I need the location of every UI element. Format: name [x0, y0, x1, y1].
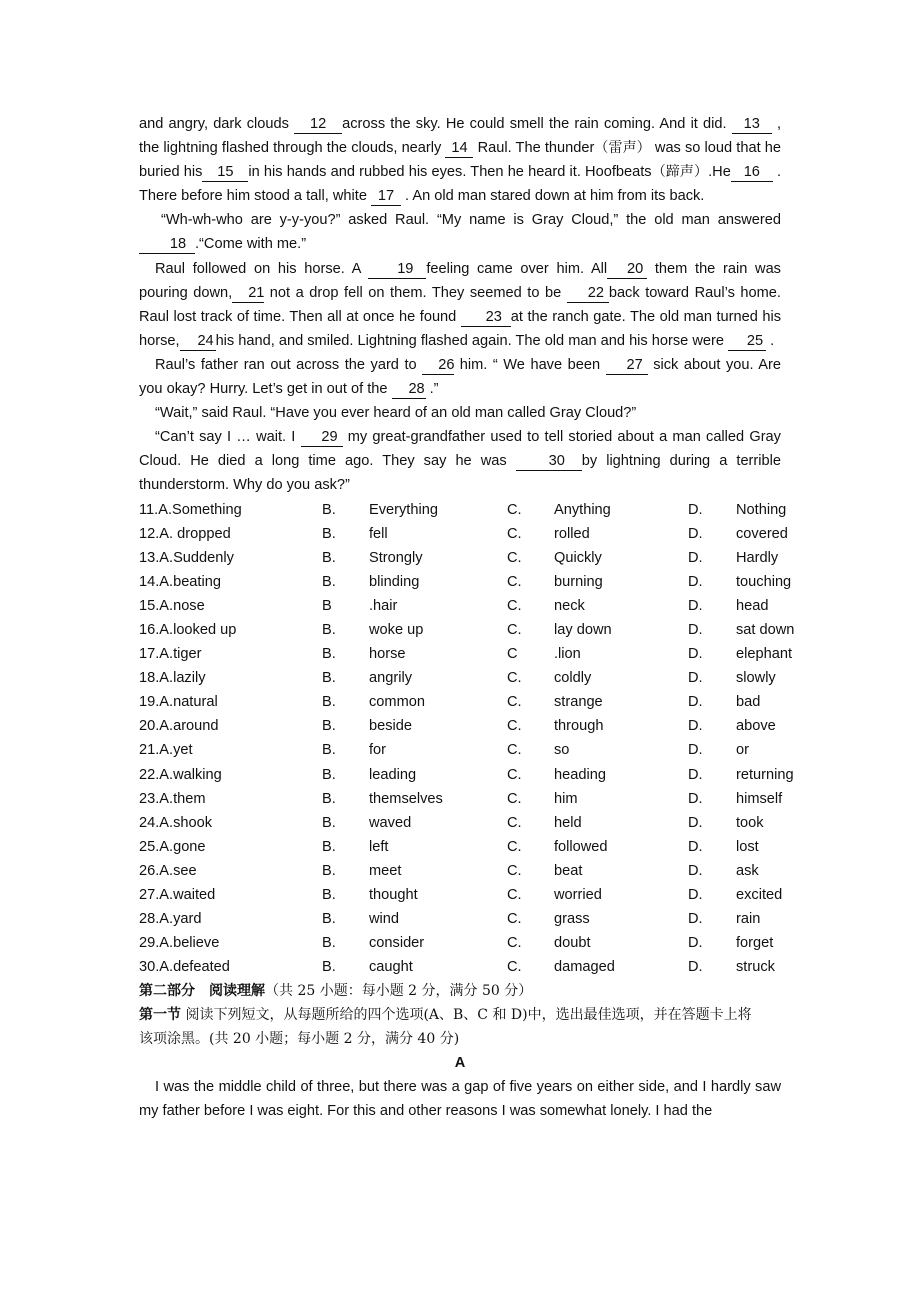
option-b-label: B.	[322, 573, 336, 590]
option-b: .hair	[369, 597, 398, 614]
option-d: bad	[736, 694, 761, 711]
option-b-label: B.	[322, 887, 336, 903]
option-c: neck	[554, 597, 585, 614]
text: by lightning during a terrible thunderstorm. Why do you ask?”	[139, 453, 781, 494]
blank-19: 19	[368, 261, 426, 279]
blank-26: 26	[422, 357, 454, 375]
option-b: waved	[369, 814, 412, 831]
option-a: 21.A.yet	[139, 742, 193, 759]
passage-paragraph-1	[139, 112, 781, 208]
option-d-label: D.	[688, 766, 703, 783]
option-b-label: B.	[322, 670, 336, 687]
option-c: doubt	[554, 935, 591, 952]
option-d: excited	[736, 887, 783, 903]
option-b: wind	[369, 911, 400, 928]
option-d-label: D.	[688, 959, 703, 976]
text: was so loud that he buried his	[139, 140, 781, 181]
section-2-heading	[139, 979, 781, 1003]
option-b: themselves	[369, 790, 443, 807]
text: his hand, and smiled. Lightning flashed again. The old man and his horse were	[215, 332, 729, 349]
option-d-label: D.	[688, 742, 703, 759]
option-b: leading	[369, 766, 417, 783]
option-a: 27.A.waited	[139, 887, 216, 903]
blank-30: 30	[516, 453, 582, 471]
option-row	[139, 594, 781, 618]
option-row	[139, 522, 788, 546]
option-b-label: B.	[322, 525, 336, 542]
option-c-label: C.	[507, 766, 522, 783]
text: and angry, dark clouds	[139, 116, 295, 132]
section-instructions	[139, 1003, 757, 1051]
option-b-label: B.	[322, 501, 336, 518]
option-c: .lion	[554, 646, 581, 663]
section-title: 第二部分 阅读理解	[139, 983, 265, 1000]
option-a: 16.A.looked up	[139, 621, 237, 638]
option-b: blinding	[369, 573, 420, 590]
option-b: thought	[369, 887, 418, 903]
option-c-label: C.	[507, 742, 522, 759]
option-c-label: C.	[507, 935, 522, 952]
option-row	[139, 498, 787, 522]
option-row	[139, 835, 781, 859]
option-c-label: C.	[507, 959, 522, 976]
option-d-label: D.	[688, 887, 703, 903]
option-d: struck	[736, 959, 775, 976]
blank-29: 29	[301, 429, 343, 447]
option-a: 13.A.Suddenly	[139, 549, 234, 566]
option-b-label: B.	[322, 549, 336, 566]
option-b: beside	[369, 718, 413, 735]
option-d-label: D.	[688, 911, 703, 928]
option-d: lost	[736, 838, 759, 855]
option-d: himself	[736, 790, 783, 807]
passage-paragraph-5	[139, 401, 781, 425]
option-d: head	[736, 597, 769, 614]
option-a: 20.A.around	[139, 718, 219, 735]
option-a: 11.A.Something	[139, 501, 242, 518]
option-d-label: D.	[688, 501, 703, 518]
passage-label: A	[454, 1055, 466, 1072]
gloss-thunder: （雷声）	[594, 140, 651, 157]
option-a: 17.A.tiger	[139, 646, 202, 663]
option-b: common	[369, 694, 425, 711]
option-d-label: D.	[688, 573, 703, 590]
option-row	[139, 642, 792, 666]
text: “Wh-wh-who are y-y-you?” asked Raul. “My name is Gray Cloud,” the old man answered	[161, 212, 781, 229]
text: Raul followed on his horse. A	[155, 260, 369, 277]
option-a: 18.A.lazily	[139, 670, 206, 687]
option-c-label: C.	[507, 790, 522, 807]
option-d-label: D.	[688, 549, 703, 566]
option-d-label: D.	[688, 597, 703, 614]
option-row	[139, 883, 781, 907]
option-row	[139, 666, 781, 690]
option-d: took	[736, 814, 764, 831]
text: at the ranch gate. The old man turned his horse,	[139, 308, 781, 349]
text: “Wait,” said Raul. “Have you ever heard of an old man called Gray Cloud?”	[155, 405, 637, 422]
option-row	[139, 859, 781, 883]
option-d: covered	[736, 525, 788, 542]
option-c-label: C.	[507, 887, 522, 903]
option-b: consider	[369, 935, 425, 952]
option-c-label: C	[507, 646, 518, 663]
option-d: Hardly	[736, 549, 779, 566]
text: .	[766, 332, 775, 349]
blank-16: 16	[731, 164, 773, 182]
passage-paragraph-6	[139, 425, 781, 497]
text: sick about you. Are you okay? Hurry. Let’s get in out of the	[139, 356, 781, 398]
blank-13: 13	[732, 116, 772, 134]
option-b: fell	[369, 525, 388, 542]
option-row	[139, 546, 781, 570]
option-a: 15.A.nose	[139, 597, 205, 614]
blank-17: 17	[371, 188, 401, 206]
blank-23: 23	[461, 309, 511, 327]
option-b-label: B.	[322, 838, 336, 855]
option-b-label: B.	[322, 959, 336, 976]
option-c-label: C.	[507, 621, 522, 638]
option-b-label: B.	[322, 935, 336, 952]
option-c: so	[554, 742, 570, 759]
option-d: rain	[736, 911, 761, 928]
option-c: Quickly	[554, 549, 602, 566]
option-c: lay down	[554, 621, 612, 638]
option-a: 22.A.walking	[139, 766, 222, 783]
option-d-label: D.	[688, 862, 703, 879]
text: . An old man stared down at him from its back.	[401, 188, 705, 205]
option-b: Strongly	[369, 549, 423, 566]
option-d: elephant	[736, 646, 792, 663]
text: feeling came over him. All	[426, 260, 608, 277]
option-row	[139, 763, 794, 787]
text: Raul’s father ran out across the yard to	[155, 356, 423, 373]
document-page	[139, 112, 795, 1124]
option-c: Anything	[554, 501, 611, 518]
option-b-label: B.	[322, 766, 336, 783]
text: him. “ We have been	[454, 356, 606, 373]
option-d: Nothing	[736, 501, 787, 518]
blank-12: 12	[294, 116, 342, 134]
option-b: left	[369, 838, 389, 855]
option-c-label: C.	[507, 525, 522, 542]
option-a: 29.A.believe	[139, 935, 220, 952]
option-row	[139, 931, 781, 955]
option-b-label: B.	[322, 862, 336, 879]
option-d-label: D.	[688, 525, 703, 542]
option-a: 30.A.defeated	[139, 959, 230, 976]
option-b-label: B.	[322, 790, 336, 807]
option-d: returning	[736, 766, 794, 783]
option-c: worried	[554, 887, 602, 903]
option-a: 24.A.shook	[139, 814, 213, 831]
option-c: through	[554, 718, 604, 735]
option-a: 14.A.beating	[139, 573, 221, 590]
section-scoring: （共 25 小题：每小题 2 分，满分 50 分）	[265, 983, 533, 1000]
blank-22: 22	[567, 285, 609, 303]
blank-21: 21	[232, 285, 264, 303]
option-c: him	[554, 790, 578, 807]
option-row	[139, 955, 781, 979]
option-b-label: B.	[322, 646, 336, 663]
option-c-label: C.	[507, 694, 522, 711]
option-c: coldly	[554, 670, 592, 687]
text: , the lightning flashed through the clouds, nearly	[139, 116, 782, 157]
text: . There before him stood a tall, white	[139, 164, 782, 205]
option-c-label: C.	[507, 814, 522, 831]
option-a: 26.A.see	[139, 862, 197, 879]
option-c: burning	[554, 573, 603, 590]
option-d: slowly	[736, 670, 776, 687]
option-b: horse	[369, 646, 406, 663]
option-d: ask	[736, 862, 759, 879]
option-d-label: D.	[688, 670, 703, 687]
passage-paragraph-4	[139, 353, 781, 401]
option-b: Everything	[369, 501, 438, 518]
blank-18: 18	[139, 236, 195, 254]
option-c-label: C.	[507, 597, 522, 614]
option-row	[139, 690, 781, 714]
blank-28: 28	[392, 381, 426, 399]
option-b-label: B.	[322, 911, 336, 928]
option-c-label: C.	[507, 670, 522, 687]
option-b-label: B.	[322, 814, 336, 831]
blank-24: 24	[180, 333, 216, 351]
option-c-label: C.	[507, 911, 522, 928]
option-c: rolled	[554, 525, 590, 542]
subsection-title: 第一节	[139, 1007, 181, 1024]
option-d-label: D.	[688, 694, 703, 711]
option-b-label: B.	[322, 718, 336, 735]
passage-paragraph-3	[139, 257, 781, 353]
text: “Can’t say I … wait. I	[155, 429, 301, 446]
option-d-label: D.	[688, 621, 703, 638]
option-d: above	[736, 718, 776, 735]
option-a: 25.A.gone	[139, 838, 206, 855]
instructions-text: 阅读下列短文，从每题所给的四个选项(A、B、C 和 D)中，选出最佳选项，并在答题卡上将该项涂黑。(共 20 小题；每小题 2 分，满分 40 分)	[139, 1007, 752, 1048]
option-a: 28.A.yard	[139, 911, 202, 928]
option-b: meet	[369, 862, 402, 879]
option-b-label: B.	[322, 742, 336, 759]
text: .”	[425, 381, 439, 398]
option-d-label: D.	[688, 718, 703, 735]
option-a: 23.A.them	[139, 790, 206, 807]
option-d-label: D.	[688, 838, 703, 855]
option-b: for	[369, 742, 387, 759]
option-row	[139, 787, 781, 811]
blank-27: 27	[606, 357, 648, 375]
text: across the sky. He could smell the rain coming. And it did.	[342, 116, 732, 132]
option-c: strange	[554, 694, 603, 711]
option-row	[139, 618, 795, 642]
option-d: sat down	[736, 621, 795, 638]
option-c-label: C.	[507, 573, 522, 590]
option-d-label: D.	[688, 790, 703, 807]
option-row	[139, 738, 781, 762]
option-row	[139, 570, 792, 594]
blank-15: 15	[202, 164, 248, 182]
text: my great-grandfather used to tell storied about a man called Gray Cloud. He died a long time ago. They say he was	[139, 429, 781, 470]
option-d: touching	[736, 573, 792, 590]
blank-20: 20	[607, 261, 647, 279]
passage-paragraph-2	[139, 208, 781, 256]
option-row	[139, 714, 781, 738]
option-b: angrily	[369, 670, 412, 687]
option-c: damaged	[554, 959, 615, 976]
option-c: grass	[554, 911, 590, 928]
option-c: held	[554, 814, 582, 831]
option-c: followed	[554, 838, 608, 855]
text: .“Come with me.”	[195, 236, 307, 253]
option-b-label: B.	[322, 621, 336, 638]
answer-options-list	[139, 498, 795, 980]
option-row	[139, 907, 781, 931]
blank-14: 14	[445, 140, 473, 158]
option-c: heading	[554, 766, 606, 783]
text: .He	[708, 164, 731, 181]
option-b: woke up	[369, 621, 424, 638]
option-a: 19.A.natural	[139, 694, 218, 711]
option-c-label: C.	[507, 549, 522, 566]
option-d: or	[736, 742, 749, 759]
option-a: 12.A. dropped	[139, 525, 231, 542]
option-d: forget	[736, 935, 774, 952]
option-c: beat	[554, 862, 583, 879]
gloss-hoofbeats: （蹄声）	[651, 164, 709, 181]
option-b-label: B.	[322, 694, 336, 711]
option-b-label: B	[322, 597, 332, 614]
option-c-label: C.	[507, 838, 522, 855]
option-d-label: D.	[688, 646, 703, 663]
option-row	[139, 811, 781, 835]
blank-25: 25	[728, 333, 766, 351]
option-d-label: D.	[688, 814, 703, 831]
option-b: caught	[369, 959, 413, 976]
text: Raul. The thunder	[473, 140, 595, 157]
reading-passage-a: I was the middle child of three, but there was a gap of five years on either side, and I hardly saw my father before I was eight. For this and other reasons I was somewhat lonely. I had the	[139, 1079, 781, 1120]
option-c-label: C.	[507, 718, 522, 735]
option-d-label: D.	[688, 935, 703, 952]
text: back toward Raul’s home. Raul lost track of time. Then all at once he found	[139, 284, 781, 325]
text: them the rain was pouring down,	[139, 260, 781, 301]
text: in his hands and rubbed his eyes. Then he heard it. Hoofbeats	[248, 164, 652, 181]
text: not a drop fell on them. They seemed to be	[264, 284, 567, 301]
option-c-label: C.	[507, 862, 522, 879]
option-c-label: C.	[507, 501, 522, 518]
